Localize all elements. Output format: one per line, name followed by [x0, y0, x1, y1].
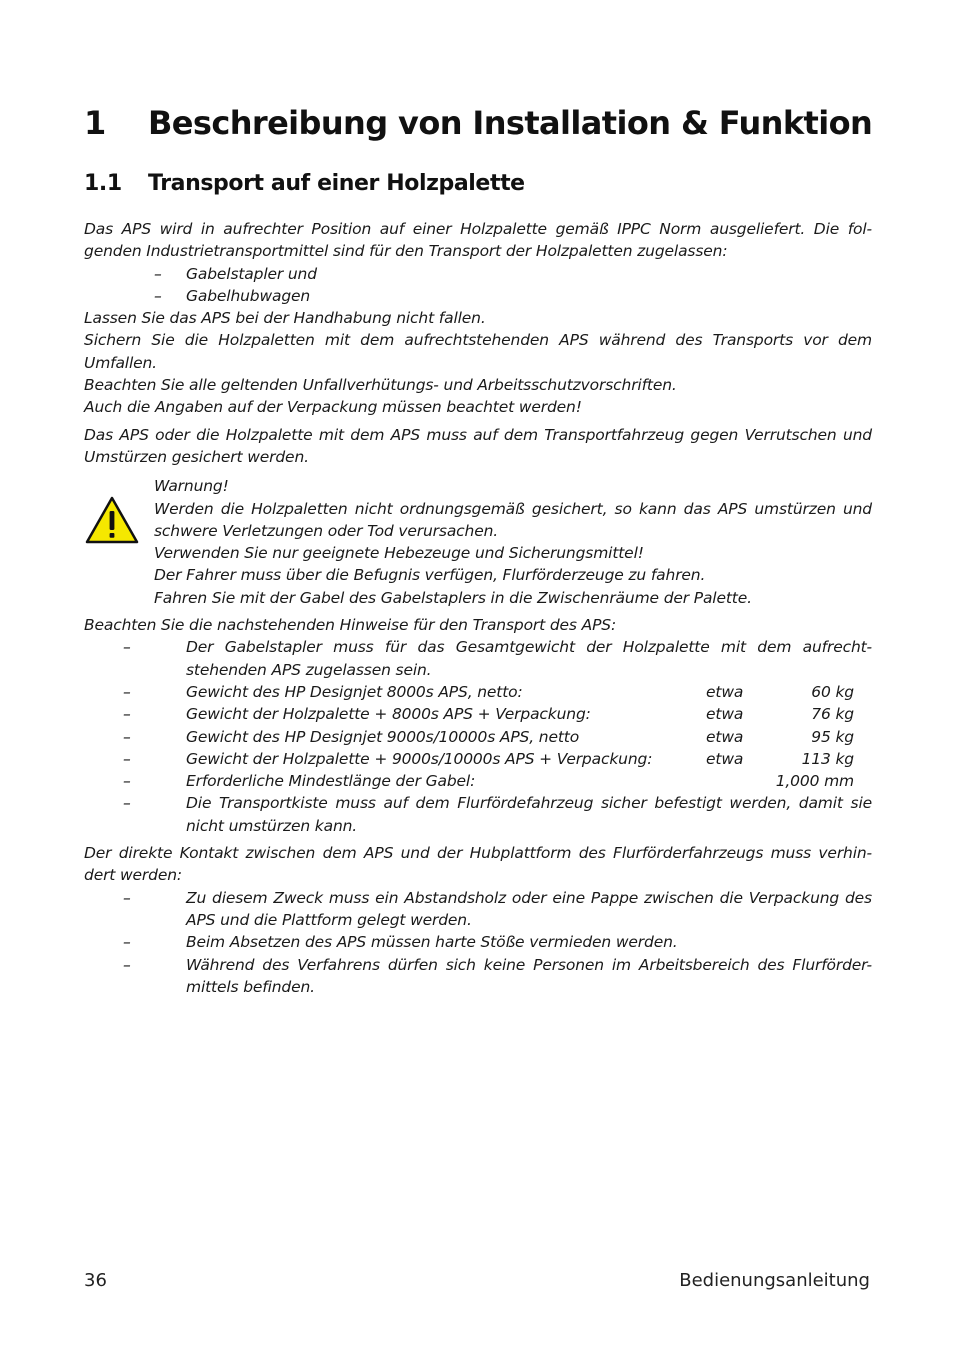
chapter-heading	[84, 104, 872, 142]
weight-row: – Gewicht der Holzpalette + 9000s/10000s APS + Verpackung: etwa 113 kg	[123, 749, 854, 768]
section-title: Transport auf einer Holzpalette	[148, 171, 525, 196]
warning-line: Fahren Sie mit der Gabel des Gabelstaplers in die Zwischenräume der Palette.	[154, 588, 752, 607]
intro-paragraph: Das APS wird in aufrechter Position auf einer Holzpalette gemäß IPPC Norm ausgeliefert. Die fol-genden Industrietransportmittel sind für den Transport der Holzpaletten zugelassen:	[84, 220, 872, 261]
list-item: – Zu diesem Zweck muss ein Abstandsholz oder eine Pappe zwischen die Verpackung des APS und die Plattform gelegt werden.	[123, 888, 872, 929]
weight-row: – Erforderliche Mindestlänge der Gabel: 1,000 mm	[123, 772, 854, 791]
page-number: 36	[84, 1270, 107, 1291]
warning-line: Der Fahrer muss über die Befugnis verfügen, Flurförderzeuge zu fahren.	[154, 566, 706, 585]
list-item: – Der Gabelstapler muss für das Gesamtgewicht der Holzpalette mit dem aufrecht-stehenden APS zugelassen sein.	[123, 638, 872, 679]
chapter-number: 1	[84, 104, 106, 142]
warning-line: Werden die Holzpaletten nicht ordnungsgemäß gesichert, so kann das APS umstürzen und schwere Verletzungen oder Tod verursachen.	[154, 499, 872, 540]
weight-row: – Gewicht des HP Designjet 9000s/10000s APS, netto etwa 95 kg	[123, 727, 854, 746]
warning-triangle-icon	[84, 495, 140, 545]
hints-intro: Beachten Sie die nachstehenden Hinweise für den Transport des APS:	[84, 616, 617, 635]
footer-title: Bedienungsanleitung	[679, 1270, 870, 1291]
chapter-title: Beschreibung von Installation & Funktion	[148, 104, 873, 142]
secure-paragraph: Das APS oder die Holzpalette mit dem APS muss auf dem Transportfahrzeug gegen Verrutschen und Umstürzen gesichert werden.	[84, 425, 872, 466]
body-text	[84, 218, 872, 998]
note-paragraph: Lassen Sie das APS bei der Handhabung nicht fallen.	[84, 309, 486, 328]
weight-row: – Gewicht des HP Designjet 8000s APS, netto: etwa 60 kg	[123, 682, 854, 701]
list-item: – Gabelstapler und	[154, 264, 317, 283]
warning-title: Warnung!	[154, 477, 229, 496]
list-item: – Beim Absetzen des APS müssen harte Stöße vermieden werden.	[123, 933, 678, 952]
warning-line: Verwenden Sie nur geeignete Hebezeuge und Sicherungsmittel!	[154, 544, 644, 563]
warning-box	[84, 475, 872, 609]
list-item: – Während des Verfahrens dürfen sich keine Personen im Arbeitsbereich des Flurförder-mittels befinden.	[123, 955, 872, 996]
section-heading	[84, 171, 525, 196]
weight-row: – Gewicht der Holzpalette + 8000s APS + Verpackung: etwa 76 kg	[123, 705, 854, 724]
list-item: – Gabelhubwagen	[154, 286, 311, 305]
note-paragraph: Beachten Sie alle geltenden Unfallverhütungs- und Arbeitsschutzvorschriften.	[84, 376, 677, 395]
list-item: – Die Transportkiste muss auf dem Flurfördefahrzeug sicher befestigt werden, damit sie nicht umstürzen kann.	[123, 794, 872, 835]
note-paragraph: Auch die Angaben auf der Verpackung müssen beachtet werden!	[84, 398, 582, 417]
section-number: 1.1	[84, 171, 122, 196]
note-paragraph: Sichern Sie die Holzpaletten mit dem aufrechtstehenden APS während des Transports vor dem Umfallen.	[84, 331, 872, 372]
contact-intro: Der direkte Kontakt zwischen dem APS und der Hubplattform des Flurförderfahrzeugs muss verhin-dert werden:	[84, 844, 872, 885]
